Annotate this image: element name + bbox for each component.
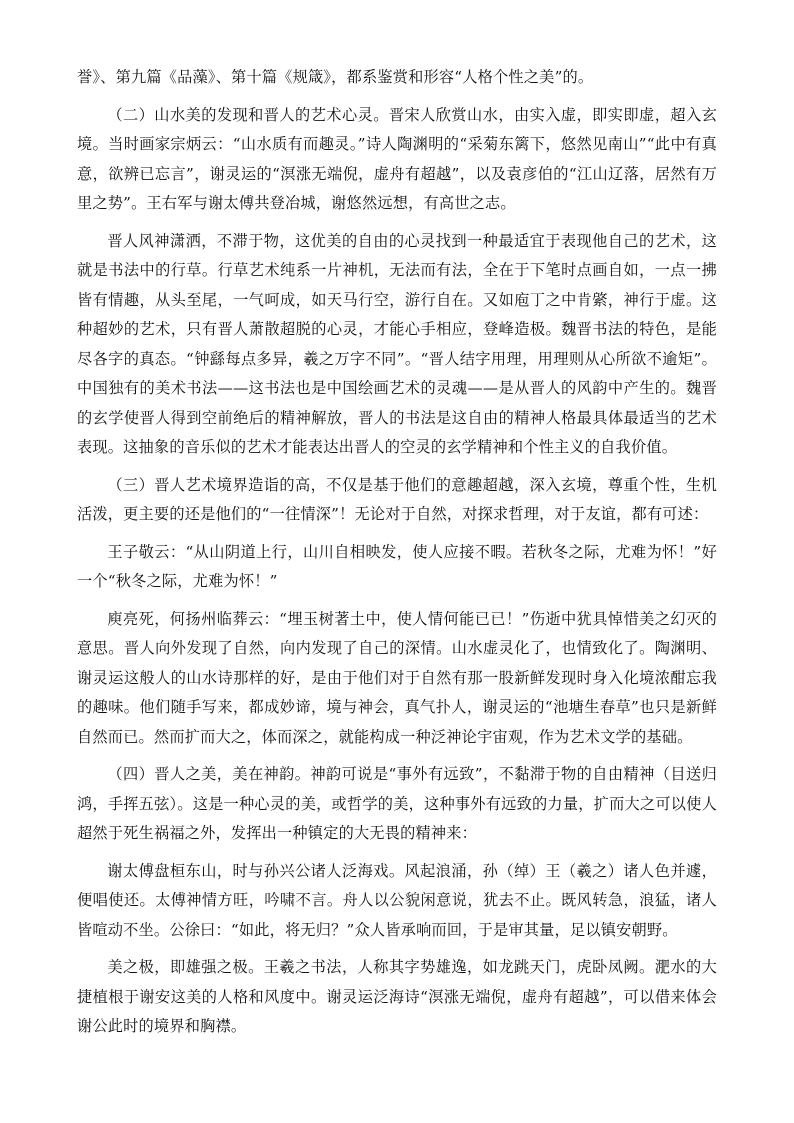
paragraph-yu-liang: 庾亮死，何扬州临葬云：“埋玉树著土中，使人情何能已已！”伤逝中犹具悼惜美之幻灭的意思。晋人向外发现了自然，向内发现了自己的深情。山水虚灵化了，也情致化了。陶渊明、谢灵运这般人的山水诗那样的好，是由于他们对于自然有那一股新鲜发现时身入化境浓酣忘我的趣味。他们随手写来，都成妙谛，境与神会，真气扑人，谢灵运的“池塘生春草”也只是新鲜自然而已。然而扩而大之，体而深之，就能构成一种泛神论宇宙观，作为艺术文学的基础。 <box>77 609 717 746</box>
paragraph-xie-taifu: 谢太傅盘桓东山，时与孙兴公诸人泛海戏。风起浪涌，孙（绰）王（羲之）诸人色并遽，便唱使还。太傅神情方旺，吟啸不言。舟人以公貌闲意说，犹去不止。既风转急，浪猛，诸人皆喧动不坐。公徐曰：“如此，将无归？”众人皆承响而回，于是审其量，足以镇安朝野。 <box>77 861 717 939</box>
paragraph-quote-wang-zijing: 王子敬云：“从山阴道上行，山川自相映发，使人应接不暇。若秋冬之际，尤难为怀！”好一个“秋冬之际，尤难为怀！” <box>77 542 717 590</box>
paragraph-calligraphy: 晋人风神潇洒，不滞于物，这优美的自由的心灵找到一种最适宜于表现他自己的艺术，这就是书法中的行草。行草艺术纯系一片神机，无法而有法，全在于下笔时点画自如，一点一拂皆有情趣，从头至尾，一气呵成，如天马行空，游行自在。又如庖丁之中肯綮，神行于虚。这种超妙的艺术，只有晋人萧散超脱的心灵，才能心手相应，登峰造极。魏晋书法的特色，是能尽各字的真态。“钟繇每点多异，羲之万字不同”。“晋人结字用理，用理则从心所欲不逾矩”。中国独有的美术书法——这书法也是中国绘画艺术的灵魂——是从晋人的风韵中产生的。魏晋的玄学使晋人得到空前绝后的精神解放，晋人的书法是这自由的精神人格最具体最适当的艺术表现。这抽象的音乐似的艺术才能表达出晋人的空灵的玄学精神和个性主义的自我价值。 <box>77 231 717 456</box>
paragraph-section-4: （四）晋人之美，美在神韵。神韵可说是“事外有远致”，不黏滞于物的自由精神（目送归鸿，手挥五弦）。这是一种心灵的美，或哲学的美，这种事外有远致的力量，扩而大之可以使人超然于死生祸福之外，发挥出一种镇定的大无畏的精神来： <box>77 765 717 842</box>
paragraph-section-2: （二）山水美的发现和晋人的艺术心灵。晋宋人欣赏山水，由实入虚，即实即虚，超入玄境。当时画家宗炳云：“山水质有而趣灵。”诗人陶渊明的“采菊东篱下，悠然见南山”“此中有真意，欲辨已忘言”，谢灵运的“溟涨无端倪，虚舟有超越”，以及袁彦伯的“江山辽落，居然有万里之势”。王右军与谢太傅共登冶城，谢悠然远想，有高世之志。 <box>77 105 717 212</box>
paragraph-section-3: （三）晋人艺术境界造诣的高，不仅是基于他们的意趣超越，深入玄境，尊重个性，生机活泼，更主要的还是他们的“一往情深”！无论对于自然，对探求哲理，对于友谊，都有可述： <box>77 475 717 523</box>
paragraph-conclusion: 美之极，即雄强之极。王羲之书法，人称其字势雄逸，如龙跳天门，虎卧凤阙。淝水的大捷植根于谢安这美的人格和风度中。谢灵运泛海诗“溟涨无端倪，虚舟有超越”，可以借来体会谢公此时的境界和胸襟。 <box>77 958 717 1035</box>
paragraph-continuation: 誉》、第九篇《品藻》、第十篇《规箴》，都系鉴赏和形容“人格个性之美”的。 <box>77 68 594 86</box>
